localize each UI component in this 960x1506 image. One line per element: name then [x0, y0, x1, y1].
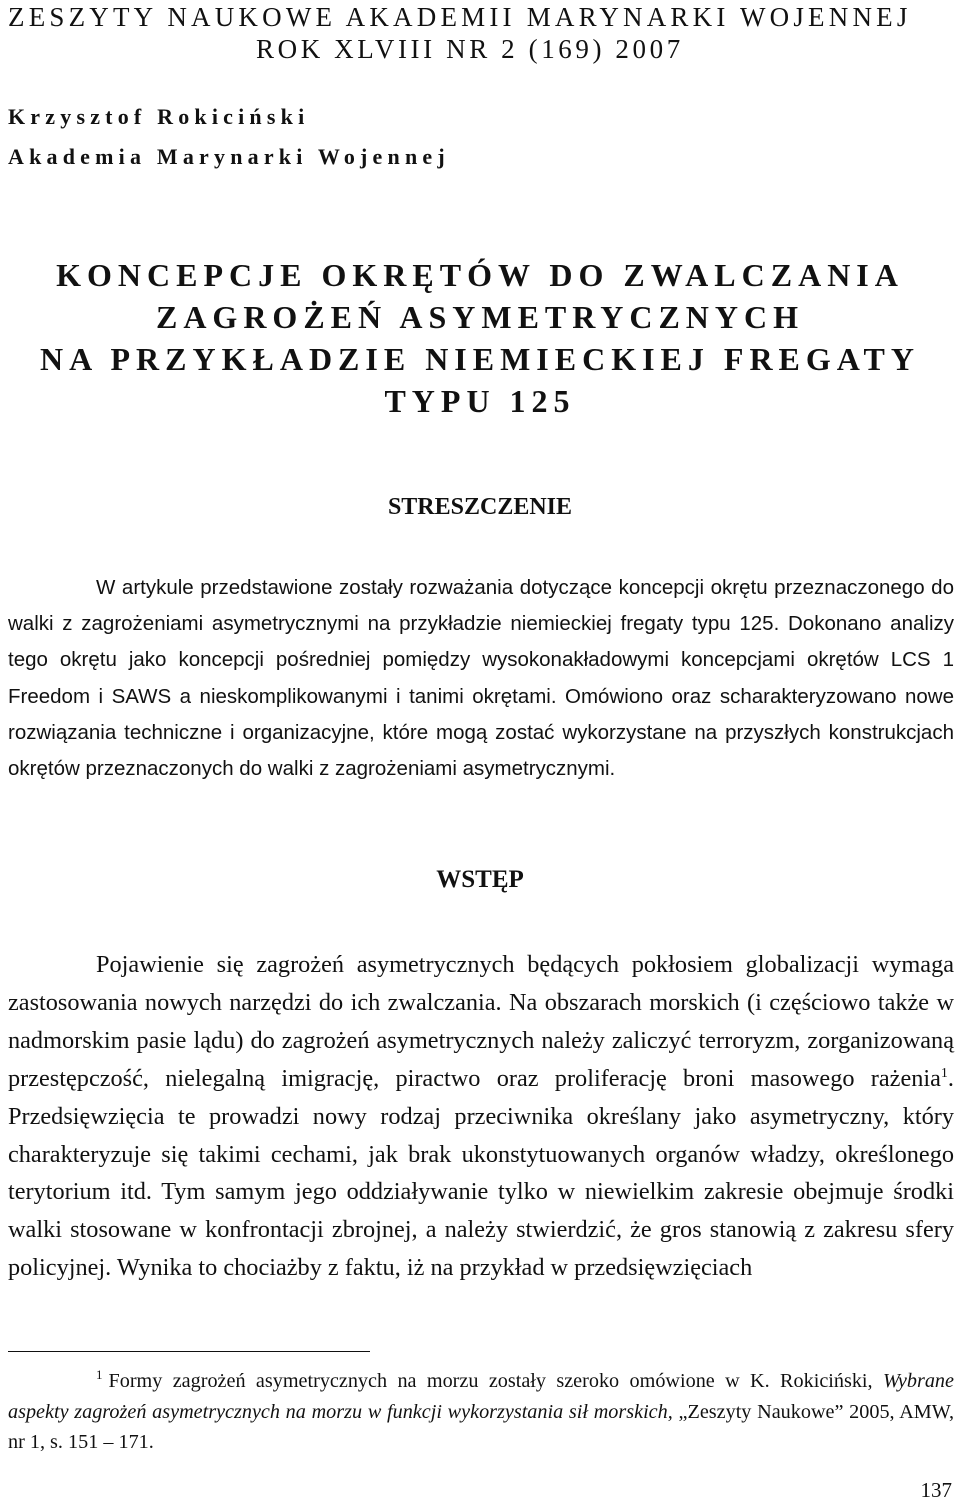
- title-line: KONCEPCJE OKRĘTÓW DO ZWALCZANIA: [56, 257, 904, 293]
- article-title: [0, 254, 960, 422]
- journal-issue: ROK XLVIII NR 2 (169) 2007: [256, 34, 684, 64]
- footnote-reference[interactable]: 1: [940, 1065, 948, 1081]
- introduction-text-part1: Pojawienie się zagrożeń asymetrycznych będących pokłosiem globalizacji wymaga zastosowania nowych narzędzi do ich zwalczania. Na obszarach morskich (i częściowo także w nadmorskim pasie lądu) do zagrożeń asymetrycznych należy zaliczyć terroryzm, zorganizowaną przestępczość, nielegalną imigrację, piractwo oraz proliferację broni masowego rażenia: [8, 951, 954, 1092]
- author-name: Krzysztof Rokiciński: [8, 104, 310, 129]
- footnote-cited-title: Wybrane aspekty zagrożeń asymetrycznych na morzu w funkcji wykorzystania sił morskich,: [8, 1370, 954, 1423]
- title-line: TYPU 125: [384, 383, 576, 419]
- page-number: 137: [920, 1478, 952, 1502]
- title-line: ZAGROŻEŃ ASYMETRYCZNYCH: [155, 299, 805, 335]
- footnote-number: 1: [96, 1367, 103, 1383]
- footnote-text-start: Formy zagrożeń asymetrycznych na morzu zostały szeroko omówione w K. Rokiciński,: [108, 1370, 873, 1392]
- journal-title: ZESZYTY NAUKOWE AKADEMII MARYNARKI WOJENNEJ: [8, 2, 912, 32]
- footnote-divider: [8, 1351, 370, 1352]
- abstract-text: W artykule przedstawione zostały rozważania dotyczące koncepcji okrętu przeznaczonego do walki z zagrożeniami asymetrycznymi na przykładzie niemieckiej fregaty typu 125. Dokonano analizy tego okrętu jako koncepcji pośredniej pomiędzy wysokonakładowymi koncepcjami okrętów LCS 1 Freedom i SAWS a nieskomplikowanymi i tanimi okrętami. Omówiono oraz scharakteryzowano nowe rozwiązania techniczne i organizacyjne, które mogą zostać wykorzystane na przyszłych konstrukcjach okrętów przeznaczonych do walki z zagrożeniami asymetrycznymi.: [8, 576, 954, 781]
- abstract-heading: STRESZCZENIE: [387, 494, 573, 520]
- introduction-text: [8, 946, 954, 1287]
- author-affiliation: Akademia Marynarki Wojennej: [8, 144, 450, 169]
- introduction-heading: WSTĘP: [436, 866, 524, 893]
- title-line: NA PRZYKŁADZIE NIEMIECKIEJ FREGATY: [40, 341, 920, 377]
- footnote-text-end: „Zeszyty Naukowe” 2005, AMW, nr 1, s. 151 – 171.: [8, 1400, 954, 1453]
- footnote: [8, 1366, 954, 1458]
- introduction-text-part2: . Przedsięwzięcia te prowadzi nowy rodzaj przeciwnika określany jako asymetryczny, który charakteryzuje się takimi cechami, jak brak ukonstytuowanych organów władzy, określonego terytorium itd. Tym samym jego oddziaływanie tylko w niewielkim zakresie obejmuje środki walki stosowane w konfrontacji zbrojnej, a należy stwierdzić, że gros stanowią z zakresu sfery policyjnej. Wynika to chociażby z faktu, iż na przykład w przedsięwzięciach: [8, 1064, 954, 1282]
